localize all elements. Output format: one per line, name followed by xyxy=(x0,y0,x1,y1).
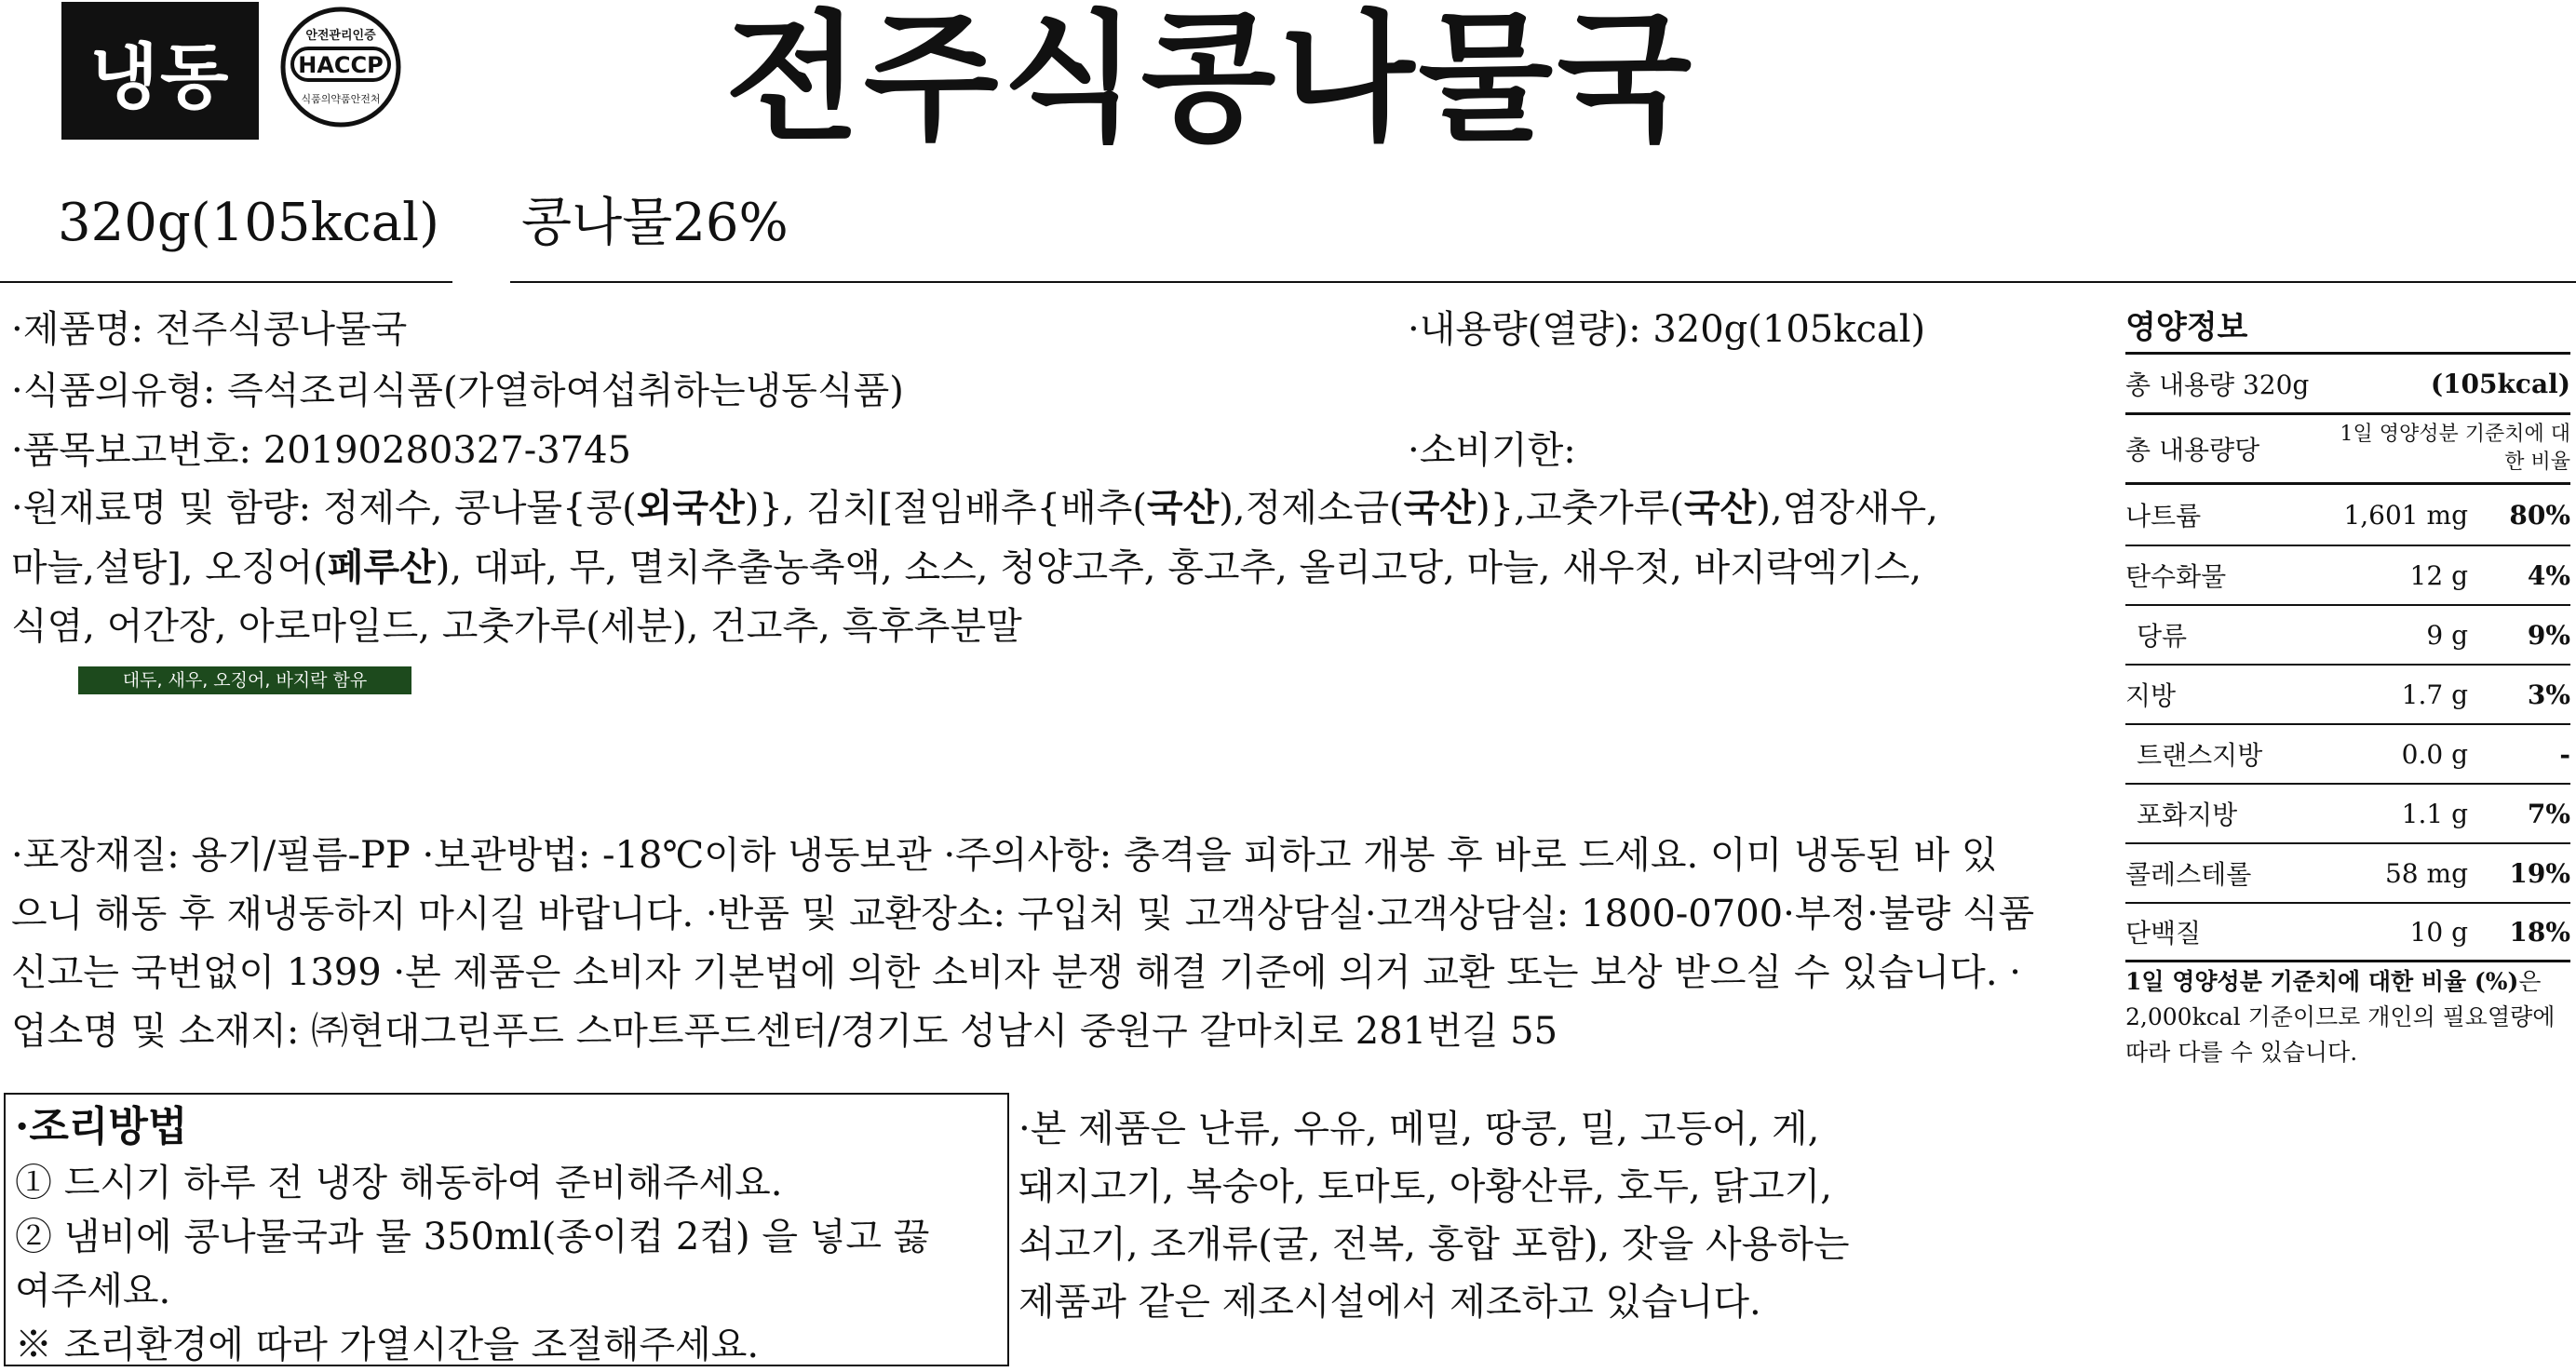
bean-sprout-ratio: 콩나물26% xyxy=(521,193,789,253)
nutrition-row: 트랜스지방 0.0 g - xyxy=(2125,725,2570,785)
nutrition-row: 지방 1.7 g 3% xyxy=(2125,666,2570,725)
ingredients-label: ·원재료명 및 함량: xyxy=(11,487,312,530)
ingredients: ·원재료명 및 함량: 정제수, 콩나물{콩(외국산)}, 김치[절임배추{배추(국산),정제소금(국산)},고춧가루(국산),염장새우, 마늘,설탕], 오징어(페루산), 대파, 무, 멸치추출농축액, 소스, 청양고추, 홍고추, 올리고당, 마늘, 새우젓, 바지락엑기스, 식염, 어간장, 아로마일드, 고춧가루(세분), 건고추, 흑후추분말 xyxy=(11,486,1938,648)
report-number: ·품목보고번호: 20190280327-3745 xyxy=(11,429,631,472)
haccp-logo xyxy=(279,6,402,128)
nutrition-footnote: 1일 영양성분 기준치에 대한 비율 (%)은 2,000kcal 기준이므로 개인의 필요열량에 따라 다를 수 있습니다. xyxy=(2125,968,2556,1066)
cooking-step-2: ② 냄비에 콩나물국과 물 350ml(종이컵 2컵) 을 넣고 끓 xyxy=(15,1216,930,1258)
nutrition-panel xyxy=(2125,303,2570,1070)
notice-block: ·포장재질: 용기/필름-PP ·보관방법: -18℃이하 냉동보관 ·주의사항: 충격을 피하고 개봉 후 바로 드세요. 이미 냉동된 바 있 으니 해동 후 재냉동하지 마시길 바랍니다. ·반품 및 교환장소: 구입처 및 고객상담실·고객상담실: 1800-0700·부정·불량 식품 신고는 국번없이 1399 ·본 제품은 소비자 기본법에 의한 소비자 분쟁 해결 기준에 의거 교환 또는 보상 받으실 수 있습니다. · 업소명 및 소재지: ㈜현대그린푸드 스마트푸드센터/경기도 성남시 중원구 갈마치로 281번길 55 xyxy=(11,834,2035,1053)
divider-right xyxy=(510,281,2576,283)
cooking-box xyxy=(4,1093,1009,1366)
cooking-note: ※ 조리환경에 따라 가열시간을 조절해주세요. xyxy=(15,1324,760,1366)
content-amount: ·내용량(열량): 320g(105kcal) xyxy=(1408,308,1926,351)
cooking-step-2-cont: 여주세요. xyxy=(15,1270,171,1312)
allergy-notice: ·본 제품은 난류, 우유, 메밀, 땅콩, 밀, 고등어, 게, 돼지고기, 복숭아, 토마토, 아황산류, 호두, 닭고기, 쇠고기, 조개류(굴, 전복, 홍합 포함), 잣을 사용하는 제품과 같은 제조시설에서 제조하고 있습니다. xyxy=(1018,1108,1850,1324)
nutrition-title: 영양정보 xyxy=(2125,309,2248,346)
nutrition-row: 당류 9 g 9% xyxy=(2125,606,2570,666)
nutrition-row: 단백질 10 g 18% xyxy=(2125,904,2570,962)
nutrition-basis: 총 내용량당 1일 영양성분 기준치에 대한 비율 xyxy=(2125,415,2570,485)
product-title: 전주식콩나물국 xyxy=(724,0,1696,160)
frozen-badge: 냉동 xyxy=(61,2,259,140)
food-type: ·식품의유형: 즉석조리식품(가열하여섭취하는냉동식품) xyxy=(11,370,904,412)
haccp-main-text: HACCP xyxy=(298,52,384,78)
haccp-bottom-text: 식품의약품안전처 xyxy=(301,93,381,105)
cooking-step-1: ① 드시기 하루 전 냉장 해동하여 준비해주세요. xyxy=(15,1162,783,1204)
nutrition-row: 나트륨 1,601 mg 80% xyxy=(2125,485,2570,546)
cooking-title: ·조리방법 xyxy=(15,1103,188,1150)
nutrition-row: 탄수화물 12 g 4% xyxy=(2125,546,2570,606)
allergen-badge: 대두, 새우, 오징어, 바지락 함유 xyxy=(78,666,411,694)
nutrition-row: 포화지방 1.1 g 7% xyxy=(2125,785,2570,844)
expiry-date: ·소비기한: xyxy=(1408,429,1576,472)
product-name: ·제품명: 전주식콩나물국 xyxy=(11,308,408,351)
haccp-top-text: 안전관리인증 xyxy=(305,29,376,43)
divider-left xyxy=(0,281,452,283)
nutrition-row: 콜레스테롤 58 mg 19% xyxy=(2125,844,2570,904)
weight-kcal: 320g(105kcal) xyxy=(58,193,439,253)
nutrition-total: 총 내용량 320g (105kcal) xyxy=(2125,352,2570,415)
